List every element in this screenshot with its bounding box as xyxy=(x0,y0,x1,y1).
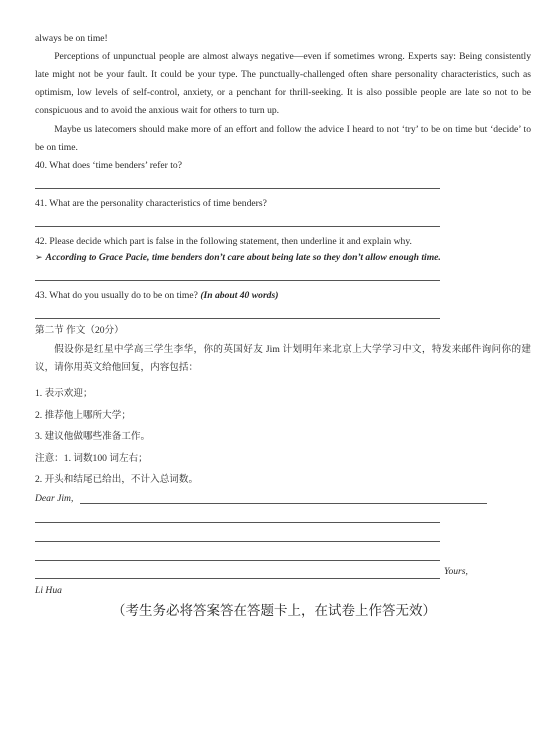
statement-text: According to Grace Pacie, time benders don’t care about being late so they don’t allow enough time. xyxy=(45,252,441,263)
question-43-word-limit: (In about 40 words) xyxy=(200,290,279,301)
answer-line-41[interactable] xyxy=(35,226,440,227)
letter-line-4[interactable] xyxy=(35,560,440,561)
question-43-text: 43. What do you usually do to be on time? xyxy=(35,290,198,301)
question-40: 40. What does ‘time benders’ refer to? xyxy=(35,160,182,171)
answer-line-43[interactable] xyxy=(35,318,440,319)
passage-paragraph-3 xyxy=(35,121,531,157)
question-42-statement xyxy=(35,252,441,264)
writing-note-1: 注意：1. 词数100 词左右； xyxy=(35,453,148,464)
letter-line-2[interactable] xyxy=(35,522,440,523)
prompt-text: 假设你是红星中学高三学生李华，你的英国好友 Jim 计划明年来北京上大学学习中文，特发来邮件询问你的建议，请你用英文给他回复，内容包括： xyxy=(35,344,531,373)
writing-item-3: 3. 建议他做哪些准备工作。 xyxy=(35,431,151,442)
letter-closing: Yours, xyxy=(444,566,468,577)
letter-line-5[interactable] xyxy=(35,578,440,579)
writing-prompt xyxy=(35,341,531,377)
writing-item-1: 1. 表示欢迎； xyxy=(35,388,93,399)
writing-item-2: 2. 推荐他上哪所大学； xyxy=(35,410,131,421)
answer-line-42[interactable] xyxy=(35,280,440,281)
question-41: 41. What are the personality characteristics of time benders? xyxy=(35,198,267,209)
paragraph-text: Perceptions of unpunctual people are almost always negative—even if sometimes wrong. Experts say: Being consistently late might not be your fault. It could be your type. The punctually-challenged often share personality characteristics, such as optimism, low levels of self-control, anxiety, or a penchant for thrill-seeking. It is also possible people are late so not to be conspicuous and to avoid the anxious wait for others to turn up. xyxy=(35,51,531,116)
arrow-bullet-icon: ➢ xyxy=(35,253,43,263)
footer-notice: （考生务必将答案答在答题卡上，在试卷上作答无效） xyxy=(112,603,436,618)
answer-line-40[interactable] xyxy=(35,188,440,189)
writing-heading: 第二节 作文（20分） xyxy=(35,325,124,336)
passage-tail: always be on time! xyxy=(35,33,108,44)
letter-line-3[interactable] xyxy=(35,541,440,542)
letter-signature: Li Hua xyxy=(35,585,62,596)
passage-paragraph-2 xyxy=(35,48,531,120)
question-42: 42. Please decide which part is false in the following statement, then underline it and explain why. xyxy=(35,236,412,247)
paragraph-text: Maybe us latecomers should make more of an effort and follow the advice I heard to not ‘try’ to be on time but ‘decide’ to be on time. xyxy=(35,124,531,153)
question-43 xyxy=(35,290,278,302)
writing-note-2: 2. 开头和结尾已给出，不计入总词数。 xyxy=(35,474,199,485)
letter-greeting: Dear Jim, xyxy=(35,493,74,504)
letter-line-1[interactable] xyxy=(80,503,487,504)
